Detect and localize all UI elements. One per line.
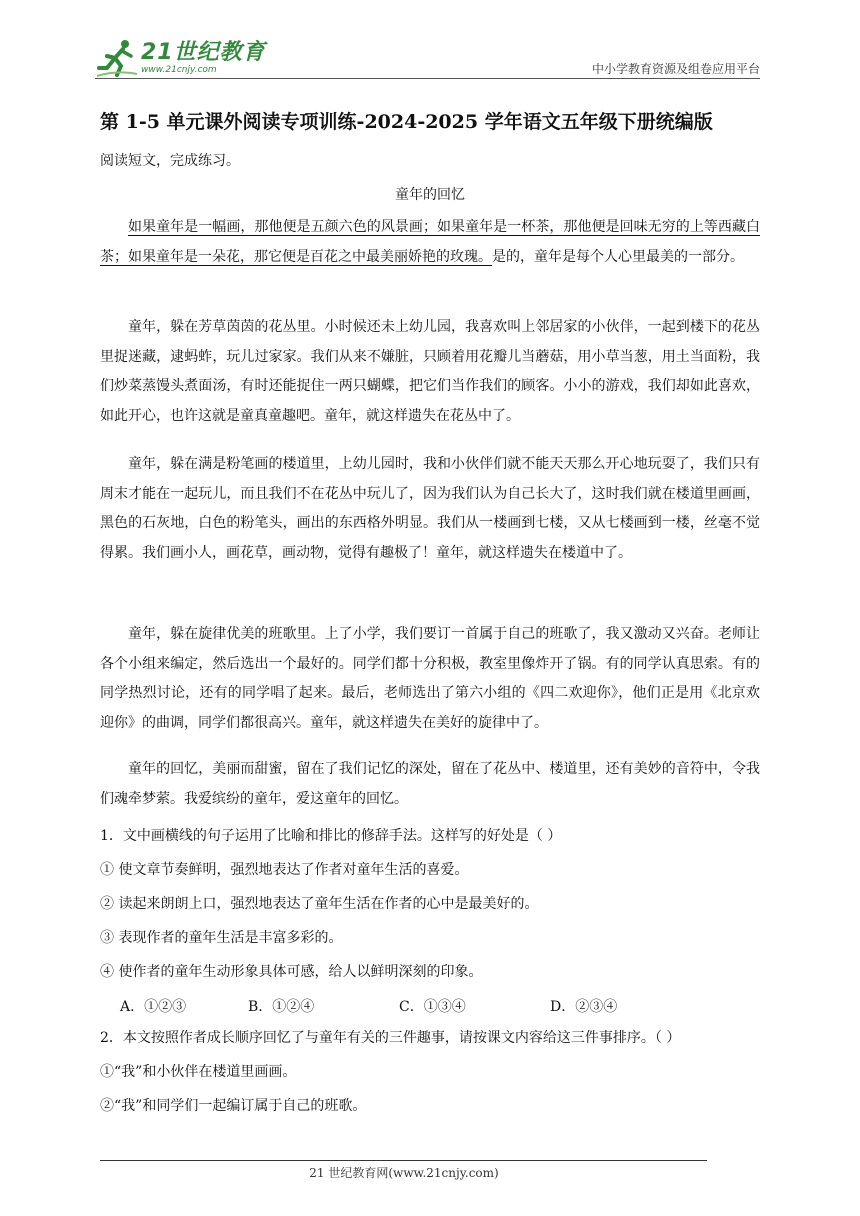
header-divider	[95, 78, 760, 79]
underlined-sentence: 如果童年是一幅画，那他便是五颜六色的风景画；如果童年是一杯茶，那他便是回味无穷的上等西藏白茶；如果童年是一朵花，那它便是百花之中最美丽娇艳的玫瑰。	[100, 219, 760, 265]
paragraph-1-rest: 是的，童年是每个人心里最美的一部分。	[492, 248, 744, 265]
question-1-option: ① 使文章节奏鲜明，强烈地表达了作者对童年生活的喜爱。	[100, 862, 469, 878]
question-1-option: ③ 表现作者的童年生活是丰富多彩的。	[100, 930, 343, 946]
choice-c[interactable]: C．①③④	[399, 999, 466, 1015]
story-paragraph-4: 童年，躲在旋律优美的班歌里。上了小学，我们要订一首属于自己的班歌了，我又激动又兴奋。老师让各个小组来编定，然后选出一个最好的。同学们都十分积极，教室里像炸开了锅。有的同学认真思索。有的同学热烈讨论，还有的同学唱了起来。最后，老师选出了第六小组的《四二欢迎你》，他们正是用《北京欢迎你》的曲调，同学们都很高兴。童年，就这样遗失在美好的旋律中了。	[100, 626, 760, 731]
question-1-option: ④ 使作者的童年生动形象具体可感，给人以鲜明深刻的印象。	[100, 964, 483, 980]
story-paragraph-2: 童年，躲在芳草茵茵的花丛里。小时候还未上幼儿园，我喜欢叫上邻居家的小伙伴，一起到楼下的花丛里捉迷藏，逮蚂蚱，玩儿过家家。我们从来不嫌脏，只顾着用花瓣儿当蘑菇，用小草当葱，用土当面粉，我们炒菜蒸馒头煮面汤，有时还能捉住一两只蝴蝶，把它们当作我们的顾客。小小的游戏，我们却如此喜欢，如此开心，也许这就是童真童趣吧。童年，就这样遗失在花丛中了。	[100, 319, 760, 424]
page-header	[95, 36, 760, 80]
footer-divider	[100, 1160, 707, 1161]
story-paragraph-3: 童年，躲在满是粉笔画的楼道里，上幼儿园时，我和小伙伴们就不能天天那么开心地玩耍了，我们只有周末才能在一起玩儿，而且我们不在花丛中玩儿了，因为我们认为自己长大了，这时我们就在楼道里画画，黑色的石灰地，白色的粉笔头，画出的东西格外明显。我们从一楼画到七楼，又从七楼画到一楼，丝毫不觉得累。我们画小人，画花草，画动物，觉得有趣极了！童年，就这样遗失在楼道中了。	[100, 456, 760, 561]
question-2-item: ②“我”和同学们一起编订属于自己的班歌。	[100, 1098, 367, 1114]
logo-url-text: www.21cnjy.com	[141, 65, 217, 75]
logo-brand-text: 21世纪教育	[141, 40, 266, 65]
instruction-text: 阅读短文，完成练习。	[100, 153, 240, 169]
runner-logo-icon	[95, 38, 139, 78]
story-title: 童年的回忆	[395, 187, 465, 203]
story-paragraph-5: 童年的回忆，美丽而甜蜜，留在了我们记忆的深处，留在了花丛中、楼道里，还有美妙的音符中，令我们魂牵梦萦。我爱缤纷的童年，爱这童年的回忆。	[100, 761, 760, 807]
site-logo[interactable]	[95, 36, 266, 80]
choice-b[interactable]: B．①②④	[248, 999, 315, 1015]
document-title: 第 1-5 单元课外阅读专项训练-2024-2025 学年语文五年级下册统编版	[100, 111, 713, 133]
footer-text[interactable]: 21 世纪教育网(www.21cnjy.com)	[309, 1166, 499, 1180]
question-1-option: ② 读起来朗朗上口，强烈地表达了童年生活在作者的心中是最美好的。	[100, 896, 539, 912]
platform-name: 中小学教育资源及组卷应用平台	[591, 62, 760, 76]
choice-a[interactable]: A．①②③	[120, 999, 187, 1015]
question-1: 1．文中画横线的句子运用了比喻和排比的修辞手法。这样写的好处是（ ）	[100, 828, 562, 844]
answer-choices	[120, 996, 760, 1016]
story-paragraph-1	[100, 213, 760, 272]
question-2-item: ①“我”和小伙伴在楼道里画画。	[100, 1064, 297, 1080]
choice-d[interactable]: D．②③④	[550, 999, 618, 1015]
question-2: 2．本文按照作者成长顺序回忆了与童年有关的三件趣事，请按课文内容给这三件事排序。（ ）	[100, 1030, 681, 1046]
